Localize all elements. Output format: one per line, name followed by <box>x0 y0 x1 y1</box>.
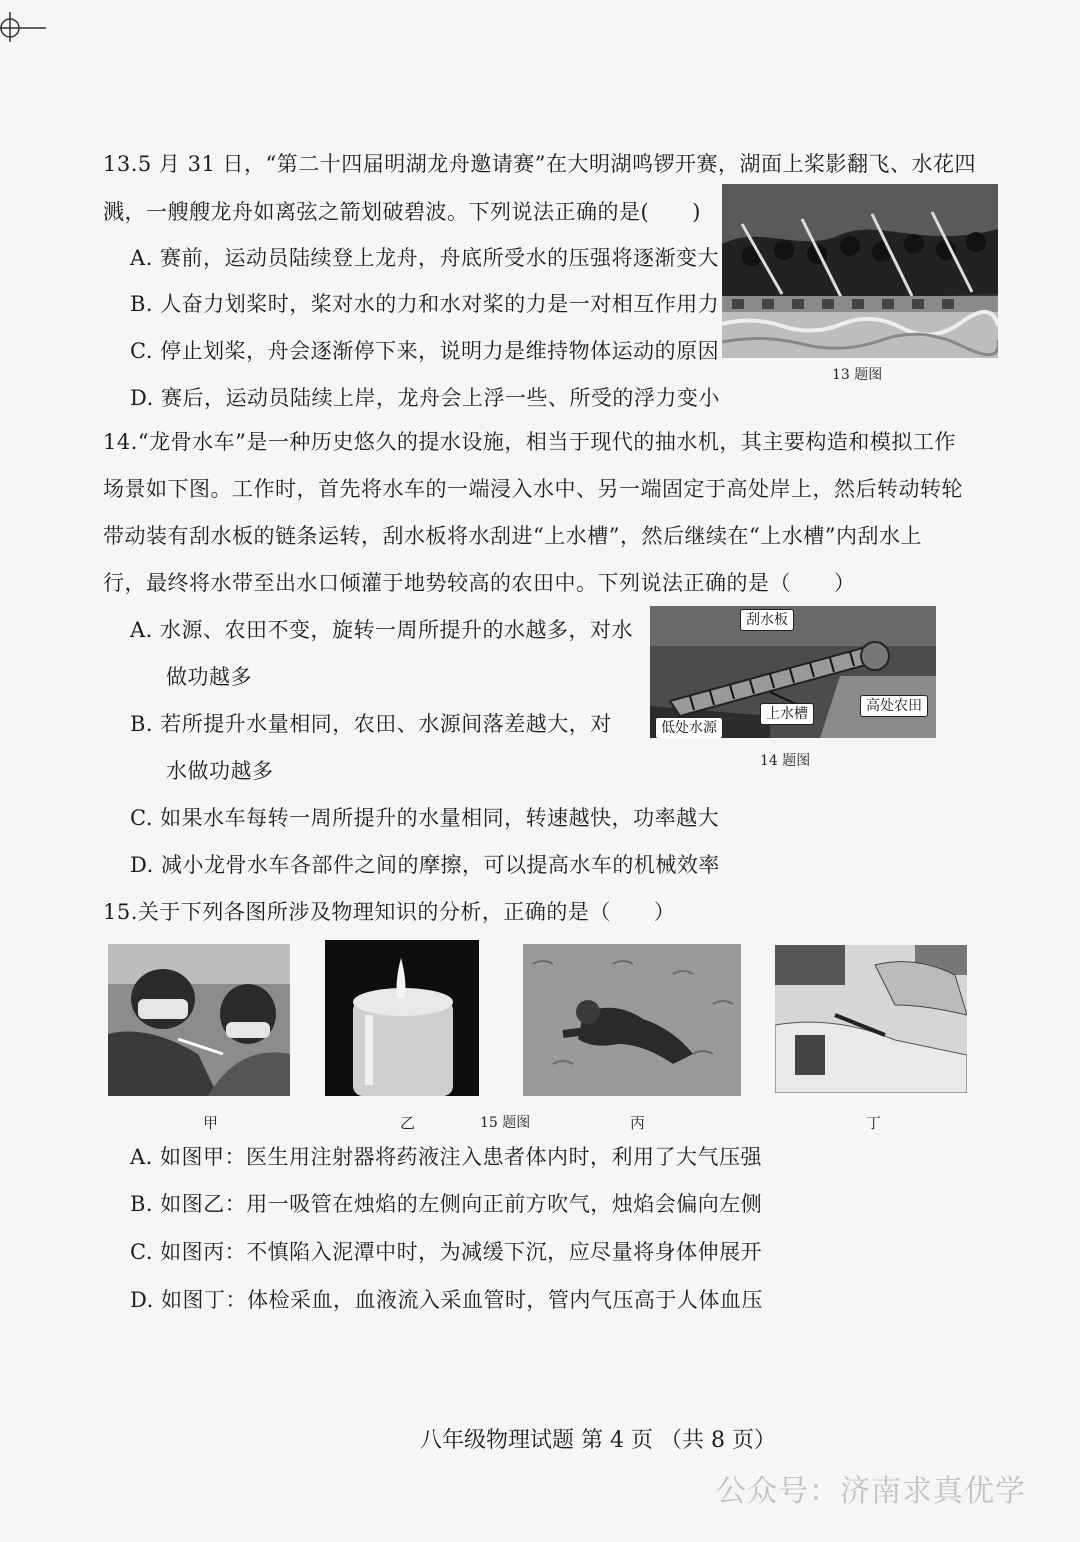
q14-stem-line4: 行，最终将水带至出水口倾灌于地势较高的农田中。下列说法正确的是（ ） <box>103 571 856 595</box>
caption-bing: 丙 <box>630 1114 646 1132</box>
q13-option-d: D. 赛后，运动员陆续上岸，龙舟会上浮一些、所受的浮力变小 <box>130 386 720 410</box>
q15-option-b: B. 如图乙：用一吸管在烛焰的左侧向正前方吹气，烛焰会偏向左侧 <box>130 1192 763 1216</box>
dragon-boat-photo <box>722 184 998 358</box>
q15-option-c: C. 如图丙：不慎陷入泥潭中时，为减缓下沉，应尽量将身体伸展开 <box>130 1240 763 1264</box>
caption-yi: 乙 <box>400 1114 416 1132</box>
caption-jia: 甲 <box>203 1114 219 1132</box>
q14-option-d: D. 减小龙骨水车各部件之间的摩擦，可以提高水车的机械效率 <box>130 853 720 877</box>
q14-option-b-line2: 水做功越多 <box>166 759 274 783</box>
q13-stem-line2: 溅，一艘艘龙舟如离弦之箭划破碧波。下列说法正确的是( ) <box>103 200 701 224</box>
q14-figure-caption: 14 题图 <box>760 753 811 769</box>
figure-ding-blood-draw-photo <box>775 945 967 1093</box>
label-scraper-board: 刮水板 <box>740 609 794 631</box>
q14-option-a-line2: 做功越多 <box>166 665 252 689</box>
q14-option-b-line1: B. 若所提升水量相同，农田、水源间落差越大，对 <box>130 712 612 736</box>
figure-jia-injection-photo <box>108 944 290 1096</box>
figure-yi-candle-photo <box>325 940 479 1096</box>
q15-option-d: D. 如图丁：体检采血，血液流入采血管时，管内气压高于人体血压 <box>130 1288 763 1312</box>
q15-figure-caption: 15 题图 <box>480 1115 531 1131</box>
page-footer: 八年级物理试题 第 4 页 （共 8 页） <box>420 1428 776 1453</box>
label-low-water-source: 低处水源 <box>655 717 723 738</box>
q13-stem-line1: 13.5 月 31 日，“第二十四届明湖龙舟邀请赛”在大明湖鸣锣开赛，湖面上桨影翻飞、水花四 <box>103 152 976 176</box>
caption-ding: 丁 <box>866 1114 882 1132</box>
q13-option-a: A. 赛前，运动员陆续登上龙舟，舟底所受水的压强将逐渐变大 <box>130 246 720 270</box>
watermark-text: 公众号：济南求真优学 <box>716 1474 1026 1509</box>
crosshair-mark-icon <box>0 12 46 42</box>
label-high-farmland: 高处农田 <box>860 695 928 717</box>
q14-stem-line2: 场景如下图。工作时，首先将水车的一端浸入水中、另一端固定于高处岸上，然后转动转轮 <box>103 477 963 501</box>
q14-option-a-line1: A. 水源、农田不变，旋转一周所提升的水越多，对水 <box>130 618 634 642</box>
q14-stem-line1: 14.“龙骨水车”是一种历史悠久的提水设施，相当于现代的抽水机，其主要构造和模拟工作 <box>103 430 956 454</box>
q14-option-c: C. 如果水车每转一周所提升的水量相同，转速越快，功率越大 <box>130 806 720 830</box>
q14-stem-line3: 带动装有刮水板的链条运转，刮水板将水刮进“上水槽”，然后继续在“上水槽”内刮水上 <box>103 524 922 548</box>
q15-option-a: A. 如图甲：医生用注射器将药液注入患者体内时，利用了大气压强 <box>130 1145 763 1169</box>
label-upper-trough: 上水槽 <box>760 703 814 725</box>
q13-figure-caption: 13 题图 <box>832 367 883 383</box>
q13-option-c: C. 停止划桨，舟会逐渐停下来，说明力是维持物体运动的原因 <box>130 339 720 363</box>
q15-stem: 15.关于下列各图所涉及物理知识的分析，正确的是（ ） <box>103 900 676 924</box>
figure-bing-mud-photo <box>523 944 741 1096</box>
waterwheel-diagram <box>650 606 936 738</box>
q13-option-b: B. 人奋力划桨时，桨对水的力和水对桨的力是一对相互作用力 <box>130 292 720 316</box>
